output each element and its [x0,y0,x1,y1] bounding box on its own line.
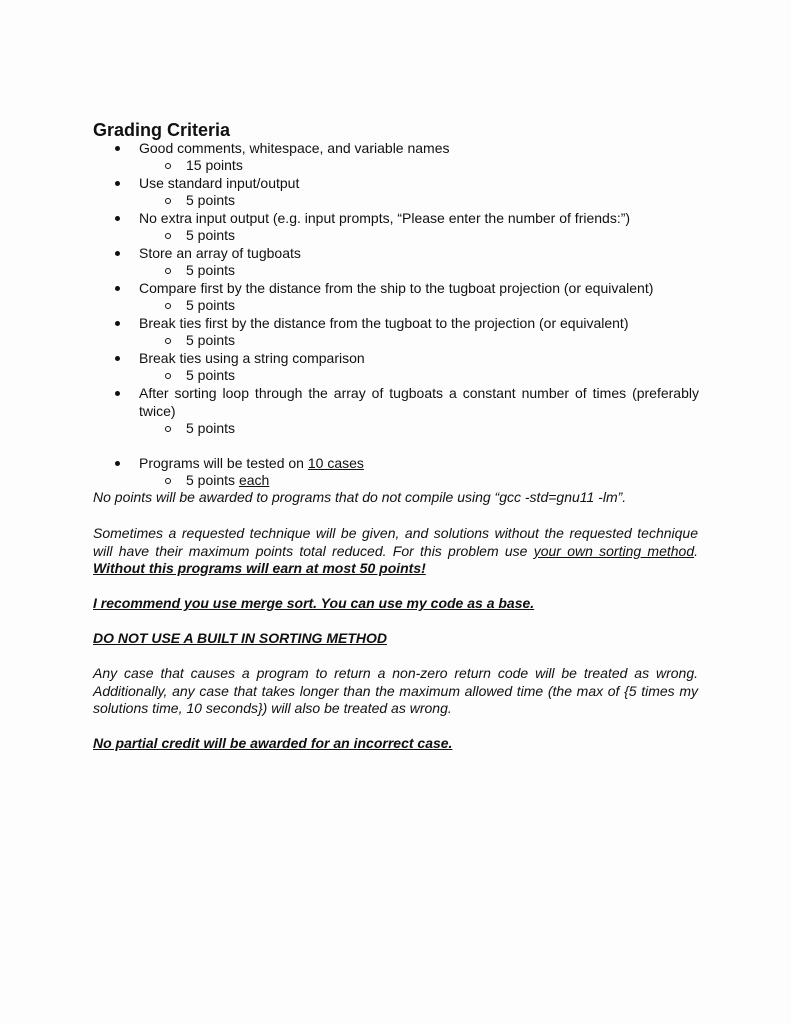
criterion-text: Compare first by the distance from the ship to the tugboat projection (or equivalent) [139,280,654,296]
criterion-item [93,139,699,173]
criterion-text: No extra input output (e.g. input prompts, “Please enter the number of friends:”) [139,210,631,226]
criterion-text: Break ties using a string comparison [139,350,365,366]
criterion-item [93,384,699,437]
technique-text: Sometimes a requested technique will be given, and solutions without the requested technique will have their maximum points total reduced. For this problem use [93,525,698,559]
points-limit-warning: Without this programs will earn at most 50 points! [93,560,426,576]
criterion-text: Break ties first by the distance from the tugboat to the projection (or equivalent) [139,315,629,331]
criterion-points: 5 points [186,227,236,243]
criterion-text [139,454,699,472]
criterion-item [93,314,699,348]
compile-note: No points will be awarded to programs that do not compile using “gcc -std=gnu11 -lm”. [93,489,627,505]
criterion-points: 15 points [186,157,243,173]
merge-sort-recommendation: I recommend you use merge sort. You can use my code as a base. [93,595,535,611]
points-prefix: 5 points [186,472,239,488]
technique-note [93,525,698,578]
points-each: each [238,472,270,488]
criterion-text: Good comments, whitespace, and variable names [139,140,450,156]
no-partial-credit-note: No partial credit will be awarded for an incorrect case. [93,735,453,751]
criterion-item [93,244,699,278]
criterion-points: 5 points [186,420,236,436]
criterion-text: Store an array of tugboats [139,245,301,261]
wrong-case-note: Any case that causes a program to return a non-zero return code will be treated as wrong. Additionally, any case that takes longer than the maximum allowed time (the max of {5 times my solutions time, 10 seconds}) will also be treated as wrong. [93,665,698,716]
page-title: Grading Criteria [93,120,231,140]
criterion-text-prefix: Programs will be tested on [139,455,308,471]
sorting-method-requirement: your own sorting method [533,542,695,559]
no-builtin-sort-warning: DO NOT USE A BUILT IN SORTING METHOD [93,630,387,646]
criterion-item [93,454,699,488]
criterion-points: 5 points [186,297,236,313]
test-cases-count: 10 cases [307,455,364,471]
grading-criteria-list [93,139,699,488]
criterion-points: 5 points [186,367,236,383]
criterion-item [93,349,699,383]
criterion-item [93,174,699,208]
criterion-points [186,472,269,489]
technique-period: . [694,542,698,559]
criterion-text: After sorting loop through the array of tugboats a constant number of times (preferably twice) [139,385,699,419]
criterion-item [93,209,699,243]
criterion-points: 5 points [186,262,236,278]
criterion-points: 5 points [186,332,236,348]
criterion-points: 5 points [186,192,236,208]
criterion-text: Use standard input/output [139,175,300,191]
criterion-item [93,279,699,313]
